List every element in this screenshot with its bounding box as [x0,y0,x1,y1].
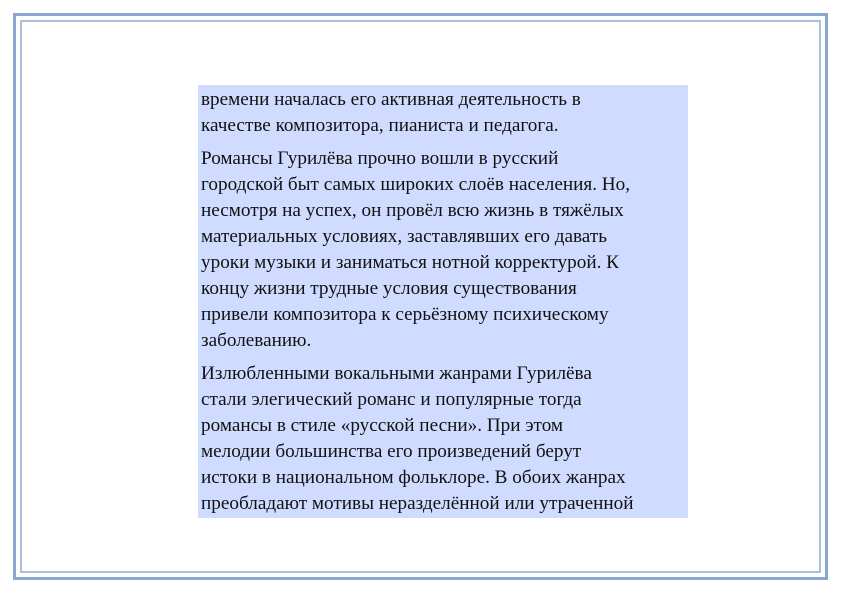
paragraph-2 [201,146,686,354]
paragraph-3 [201,361,686,517]
text-line: Излюбленными вокальными жанрами Гурилёва [201,363,592,384]
text-line: заболеванию. [201,330,312,351]
text-line: несмотря на успех, он провёл всю жизнь в тяжёлых [201,200,624,221]
text-line: материальных условиях, заставлявших его давать [201,226,607,247]
text-line: времени началась его активная деятельность в [201,89,581,110]
text-line: романсы в стиле «русской песни». При этом [201,415,564,436]
text-line: качестве композитора, пианиста и педагога. [201,115,559,136]
text-line: концу жизни трудные условия существования [201,278,577,299]
text-content-box [198,85,688,518]
text-line: преобладают мотивы неразделённой или утраченной [201,493,634,514]
text-line: уроки музыки и заниматься нотной корректурой. К [201,252,619,273]
text-line: мелодии большинства его произведений берут [201,441,582,462]
text-line: истоки в национальном фольклоре. В обоих жанрах [201,467,626,488]
text-line: городской быт самых широких слоёв населения. Но, [201,174,631,195]
paragraph-1 [201,87,686,139]
text-line: привели композитора к серьёзному психическому [201,304,609,325]
text-line: стали элегический романс и популярные тогда [201,389,582,410]
text-line: Романсы Гурилёва прочно вошли в русский [201,148,559,169]
